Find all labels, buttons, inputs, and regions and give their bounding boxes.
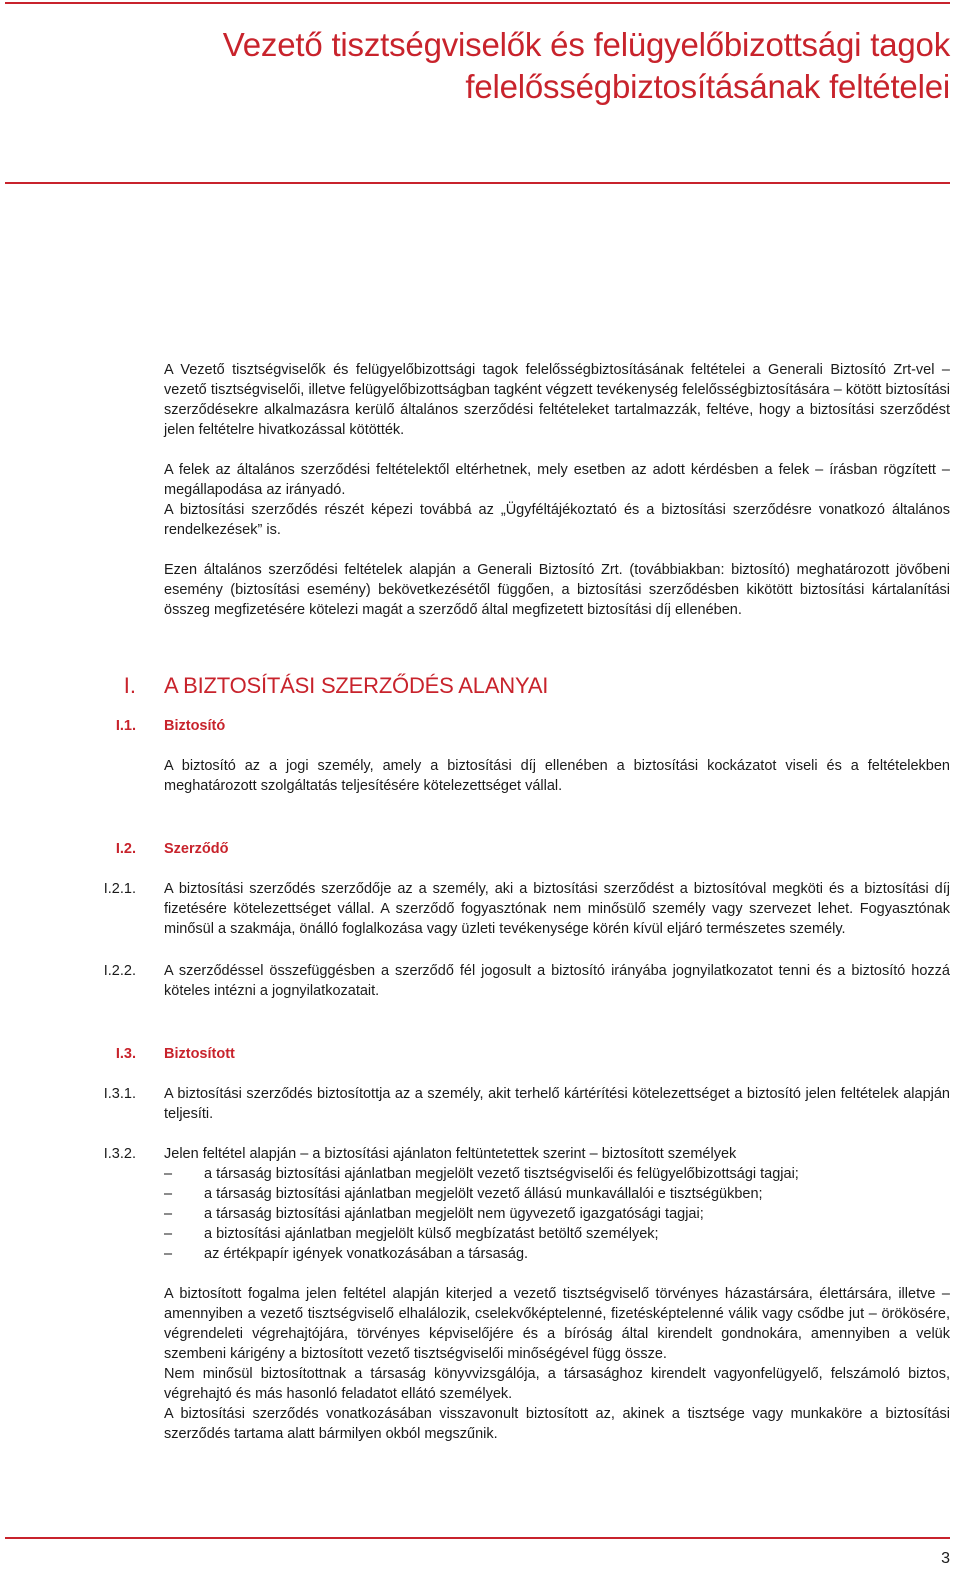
clause-number: I.3.2.	[103, 1146, 136, 1162]
footer-rule	[5, 1537, 950, 1539]
list-item: – az értékpapír igények vonatkozásában a társaság.	[164, 1244, 950, 1264]
intro-paragraph-1: A Vezető tisztségviselők és felügyelőbizottsági tagok felelősségbiztosításának feltételei a Generali Biztosító Zrt-vel – vezető tisztségviselői, illetve felügyelőbizottságban tagként végzett tevékenység felelősségbiztosítására – kötött biztosítási szerződésekre alkalmazásra kerülő általános szerződési feltételeket tartalmazzák, feltéve, hogy a biztosítási szerződést jelen feltételre hivatkozással kötötték.	[164, 362, 950, 438]
list-item: – a biztosítási ajánlatban megjelölt külső megbízatást betöltő személyek;	[164, 1224, 950, 1244]
clause-lead: Jelen feltétel alapján – a biztosítási ajánlaton feltüntetettek szerint – biztosított személyek	[164, 1146, 737, 1162]
insured-persons-list	[164, 1164, 950, 1264]
subsection-title: Biztosított	[164, 1046, 235, 1062]
clause-number: I.2.1.	[103, 881, 136, 897]
page-number: 3	[941, 1550, 950, 1567]
retired-insured-paragraph: A biztosítási szerződés vonatkozásában visszavonult biztosított az, akinek a tisztsége vagy munkaköre a biztosítási szerződés tartama alatt bármilyen okból megszűnik.	[164, 1406, 950, 1442]
subsection-title: Szerződő	[164, 841, 229, 857]
subsection-heading-szerzodo	[115, 839, 950, 859]
insured-definition-paragraph: A biztosított fogalma jelen feltétel alapján kiterjed a vezető tisztségviselő törvényes házastársára, élettársára, illetve – amennyiben a vezető tisztségviselő elhalálozik, cselekvőképtelenné, fizetésképtelenné válik vagy csődbe jut – örökösére, végrendeleti végrehajtójára, törvényes képviselőjére és a bíróság által kirendelt gondnokára, amennyiben a velük szembeni kárigény a biztosított vezető tisztségviselői minőségével függ össze.	[164, 1286, 950, 1362]
page-title-line-1: Vezető tisztségviselők és felügyelőbizottsági tagok	[222, 26, 950, 63]
not-insured-paragraph: Nem minősül biztosítottnak a társaság könyvvizsgálója, a társasághoz kirendelt vagyonfelügyelő, felszámoló biztos, végrehajtó és más hasonló feladatot ellátó személyek.	[164, 1366, 950, 1402]
subsection-heading-biztosito	[115, 716, 950, 736]
intro-paragraph-4: Ezen általános szerződési feltételek alapján a Generali Biztosító Zrt. (továbbiakban: biztosító) meghatározott jövőbeni esemény (biztosítási esemény) bekövetkezésétől függően, a biztosítási szerződésben kikötött biztosítási kártalanítási összeg megfizetésére kötelezi magát a szerződő által megfizetett biztosítási díj ellenében.	[164, 562, 950, 618]
top-rule	[5, 2, 950, 4]
biztosito-paragraph: A biztosító az a jogi személy, amely a biztosítási díj ellenében a biztosítási kockázatot viseli és a feltételekben meghatározott szolgáltatás teljesítésére kötelezettséget vállal.	[164, 758, 950, 794]
clause-i-3-1	[103, 1084, 950, 1124]
list-item: – a társaság biztosítási ajánlatban megjelölt vezető tisztségviselői és felügyelőbizottsági tagjai;	[164, 1164, 950, 1184]
clause-text: A biztosítási szerződés biztosítottja az a személy, akit terhelő kártérítési kötelezettséget a biztosító jelen feltételek alapján teljesíti.	[164, 1086, 950, 1122]
page-title	[150, 24, 950, 108]
title-divider	[5, 182, 950, 184]
document-body	[103, 360, 950, 1444]
subsection-number: I.3.	[115, 1046, 136, 1062]
page-title-line-2: felelősségbiztosításának feltételei	[465, 68, 950, 105]
clause-number: I.3.1.	[103, 1086, 136, 1102]
clause-number: I.2.2.	[103, 963, 136, 979]
clause-i-2-1	[103, 879, 950, 939]
section-title: A BIZTOSÍTÁSI SZERZŐDÉS ALANYAI	[164, 673, 549, 698]
subsection-heading-biztositott	[115, 1044, 950, 1064]
subsection-number: I.2.	[115, 841, 136, 857]
section-number: I.	[123, 673, 136, 698]
list-item: – a társaság biztosítási ajánlatban megjelölt vezető állású munkavállalói e tisztségükben;	[164, 1184, 950, 1204]
clause-text: A biztosítási szerződés szerződője az a személy, aki a biztosítási szerződést a biztosítóval megköti és a biztosítási díj fizetésére kötelezettséget vállal. A szerződő fogyasztónak nem minősülő személy vagy szervezet lehet. Fogyasztónak minősül a szakmája, önálló foglalkozása vagy üzleti tevékenysége körén kívül eljáró természetes személy.	[164, 881, 950, 937]
section-heading	[123, 672, 950, 700]
subsection-number: I.1.	[115, 718, 136, 734]
list-item: – a társaság biztosítási ajánlatban megjelölt nem ügyvezető igazgatósági tagjai;	[164, 1204, 950, 1224]
clause-i-3-2	[103, 1144, 950, 1164]
intro-paragraph-3: A biztosítási szerződés részét képezi továbbá az „Ügyféltájékoztató és a biztosítási szerződésre vonatkozó általános rendelkezések” is.	[164, 502, 950, 538]
clause-text: A szerződéssel összefüggésben a szerződő fél jogosult a biztosító irányába jognyilatkozatot tenni és a biztosító hozzá köteles intézni a jognyilatkozatait.	[164, 963, 950, 999]
intro-paragraph-2: A felek az általános szerződési feltételektől eltérhetnek, mely esetben az adott kérdésben a felek – írásban rögzített – megállapodása az irányadó.	[164, 462, 950, 498]
subsection-title: Biztosító	[164, 718, 226, 734]
clause-i-2-2	[103, 961, 950, 1001]
